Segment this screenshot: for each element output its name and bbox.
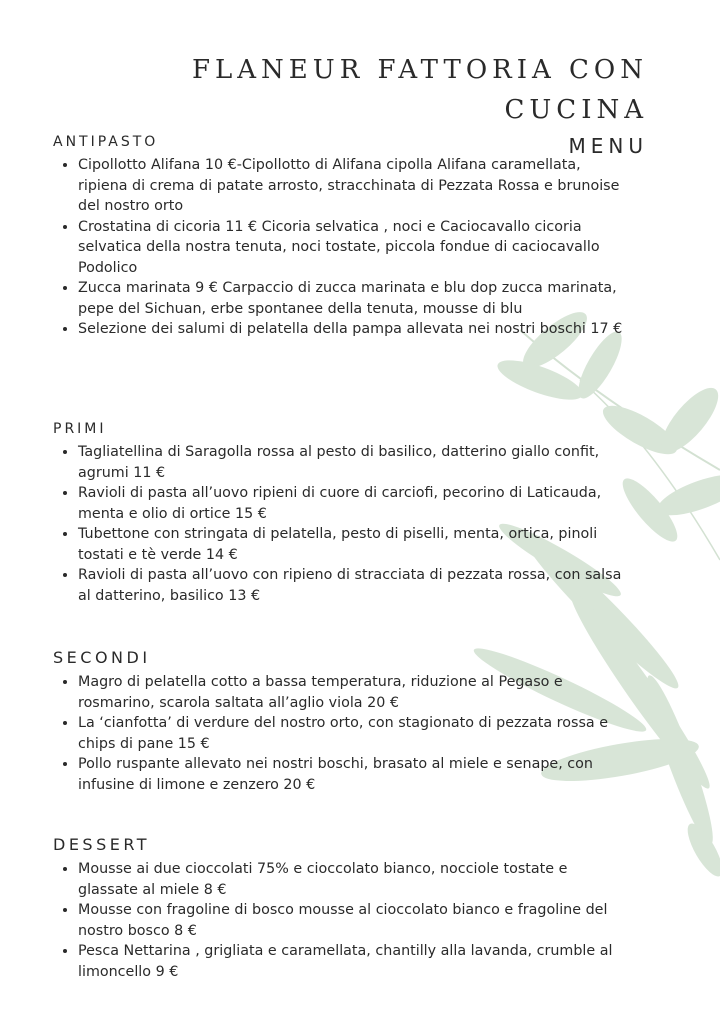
dish-item: • Tubettone con stringata di pelatella, pesto di piselli, menta, ortica, pinoli tostati e tè verde 14 € [78, 524, 628, 565]
dish-list [53, 155, 628, 340]
section-heading: ANTIPASTO [53, 134, 159, 150]
menu-subtitle: MENU [568, 134, 648, 158]
dish-item: • Cipollotto Alifana 10 €-Cipollotto di Alifana cipolla Alifana caramellata, ripiena di crema di patate arrosto, stracchinata di Pezzata Rossa e brunoise del nostro orto [78, 155, 628, 217]
dish-list [53, 442, 628, 606]
dish-item: • La ‘cianfotta’ di verdure del nostro orto, con stagionato di pezzata rossa e chips di pane 15 € [78, 713, 628, 754]
antipasto-section [53, 134, 628, 340]
dish-item: • Tagliatellina di Saragolla rossa al pesto di basilico, datterino giallo confit, agrumi 11 € [78, 442, 628, 483]
dish-item: • Pesca Nettarina , grigliata e caramellata, chantilly alla lavanda, crumble al limoncello 9 € [78, 941, 628, 982]
section-heading: DESSERT [53, 835, 151, 854]
dish-item: • Ravioli di pasta all’uovo ripieni di cuore di carciofi, pecorino di Laticauda, menta e olio di ortice 15 € [78, 483, 628, 524]
dish-item: • Pollo ruspante allevato nei nostri boschi, brasato al miele e senape, con infusine di limone e zenzero 20 € [78, 754, 628, 795]
section-heading: PRIMI [53, 421, 107, 437]
section-heading: SECONDI [53, 648, 151, 667]
dish-item: • Zucca marinata 9 € Carpaccio di zucca marinata e blu dop zucca marinata, pepe del Sichuan, erbe spontanee della tenuta, mousse di blu [78, 278, 628, 319]
dish-list [53, 672, 628, 795]
secondi-section [53, 648, 628, 795]
dish-item: • Selezione dei salumi di pelatella della pampa allevata nei nostri boschi 17 € [78, 319, 628, 340]
dish-item: • Mousse con fragoline di bosco mousse al cioccolato bianco e fragoline del nostro bosco 8 € [78, 900, 628, 941]
dish-item: • Magro di pelatella cotto a bassa temperatura, riduzione al Pegaso e rosmarino, scarola saltata all’aglio viola 20 € [78, 672, 628, 713]
dish-item: • Crostatina di cicoria 11 € Cicoria selvatica , noci e Caciocavallo cicoria selvatica della nostra tenuta, noci tostate, piccola fondue di caciocavallo Podolico [78, 217, 628, 279]
dish-item: • Ravioli di pasta all’uovo con ripieno di stracciata di pezzata rossa, con salsa al datterino, basilico 13 € [78, 565, 628, 606]
primi-section [53, 421, 628, 606]
restaurant-title: FLANEUR FATTORIA CON CUCINA [191, 55, 648, 125]
dish-list [53, 859, 628, 982]
dish-item: • Mousse ai due cioccolati 75% e cioccolato bianco, nocciole tostate e glassate al miele 8 € [78, 859, 628, 900]
dessert-section [53, 835, 628, 982]
